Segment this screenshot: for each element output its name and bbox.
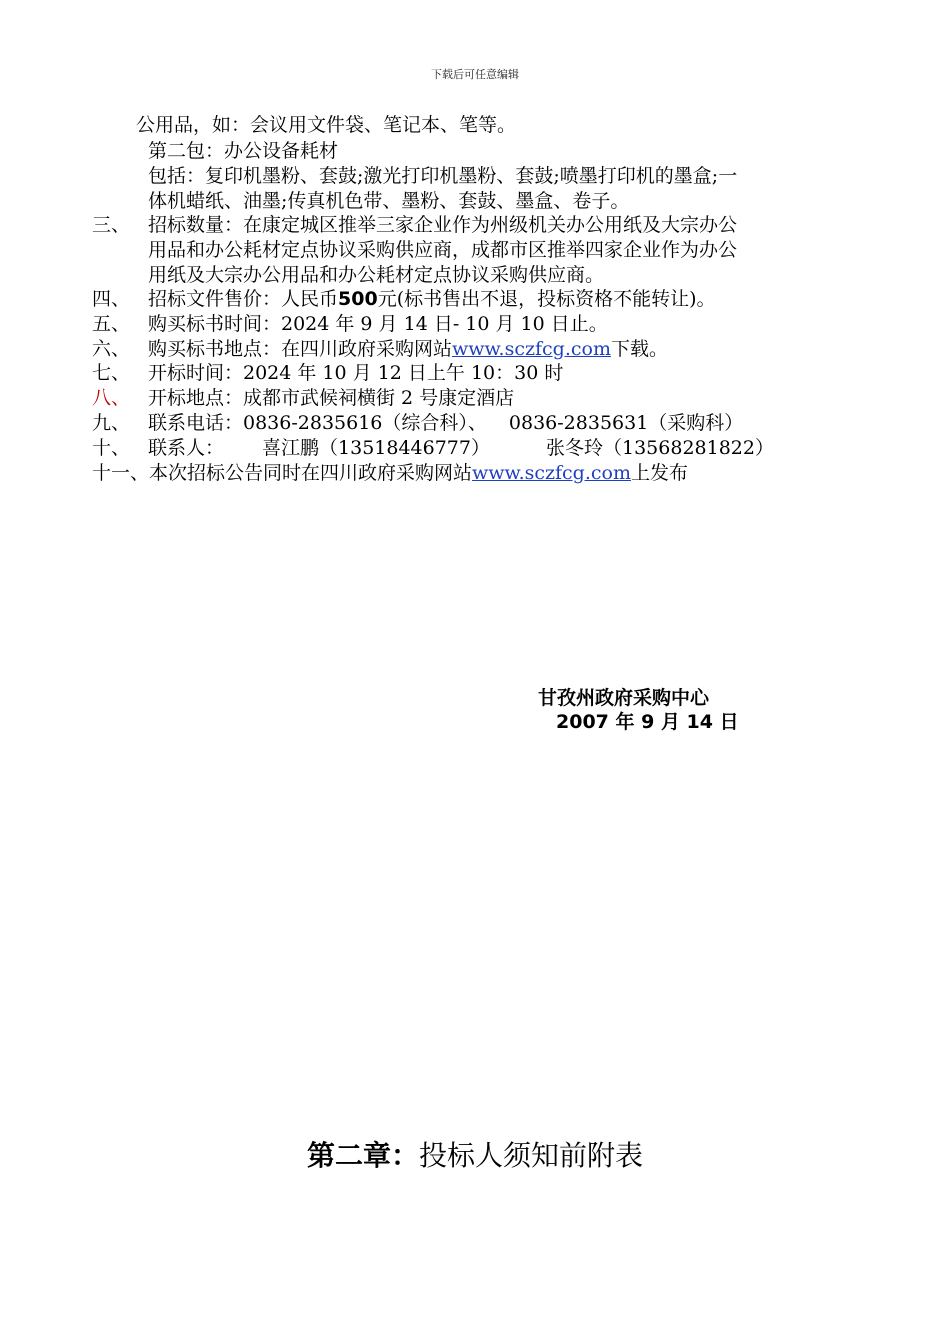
item-9-post: 0836-2835631（采购科） [508, 412, 744, 434]
continued-line: 公用品，如：会议用文件袋、笔记本、笔等。 [136, 114, 517, 136]
item-10-number: 十、 [92, 437, 131, 459]
item-10-label: 联系人： [148, 437, 225, 459]
chapter-heading-prefix: 第二章： [306, 1139, 419, 1172]
item-6-pre: 购买标书地点：在四川政府采购网站 [148, 338, 453, 360]
item-11-post: 上发布 [630, 462, 688, 484]
item-7 [92, 360, 563, 386]
item-9-pre: 联系电话：0836-2835616（综合科）、 [148, 412, 487, 434]
item-6 [92, 336, 668, 362]
item-10-person2: 张冬玲（13568281822） [546, 437, 774, 459]
chapter-heading-title: 投标人须知前附表 [419, 1139, 644, 1172]
item-6-number: 六、 [92, 338, 131, 360]
item-9-number: 九、 [92, 412, 131, 434]
item-5-number: 五、 [92, 313, 131, 335]
signature-organization: 甘孜州政府采购中心 [538, 687, 710, 709]
item-11-number: 十一、 [92, 462, 150, 484]
package2-title: 第二包：办公设备耗材 [148, 140, 339, 162]
item-6-website-link[interactable]: www.sczfcg.com [452, 338, 611, 360]
item-11-website-link[interactable]: www.sczfcg.com [472, 462, 631, 484]
page-header-note: 下载后可任意编辑 [431, 68, 519, 81]
chapter-heading [0, 1138, 950, 1174]
item-5 [92, 311, 608, 337]
item-4-number: 四、 [92, 288, 131, 310]
item-10 [92, 435, 774, 461]
package2-desc-line1: 包括：复印机墨粉、套鼓;激光打印机墨粉、套鼓;喷墨打印机的墨盒;一 [148, 165, 738, 187]
item-4 [92, 286, 716, 312]
item-7-number: 七、 [92, 362, 131, 384]
item-5-text: 购买标书时间：2024 年 9 月 14 日- 10 月 10 日止。 [148, 313, 608, 335]
item-7-text: 开标时间：2024 年 10 月 12 日上午 10：30 时 [148, 362, 564, 384]
item-3-number: 三、 [92, 214, 131, 236]
item-9 [92, 410, 743, 436]
item-3-line3: 用纸及大宗办公用品和办公耗材定点协议采购供应商。 [148, 264, 605, 286]
item-8 [92, 385, 514, 411]
item-8-text: 开标地点：成都市武候祠横街 2 号康定酒店 [148, 387, 515, 409]
item-4-pre: 招标文件售价：人民币 [148, 288, 339, 310]
item-11-pre: 本次招标公告同时在四川政府采购网站 [149, 462, 473, 484]
signature-date: 2007 年 9 月 14 日 [556, 711, 739, 733]
item-3-line1: 招标数量：在康定城区推举三家企业作为州级机关办公用纸及大宗办公 [148, 214, 738, 236]
item-11 [92, 460, 688, 486]
item-8-number: 八、 [92, 387, 131, 409]
item-6-post: 下载。 [610, 338, 668, 360]
item-10-person1: 喜江鹏（13518446777） [262, 437, 490, 459]
item-4-amount: 500 [338, 288, 378, 310]
item-3-line2: 用品和办公耗材定点协议采购供应商，成都市区推举四家企业作为办公 [148, 239, 738, 261]
item-3 [92, 212, 737, 238]
item-4-post: 元(标书售出不退，投标资格不能转让)。 [377, 288, 716, 310]
package2-desc-line2: 体机蜡纸、油墨;传真机色带、墨粉、套鼓、墨盒、卷子。 [148, 190, 630, 212]
